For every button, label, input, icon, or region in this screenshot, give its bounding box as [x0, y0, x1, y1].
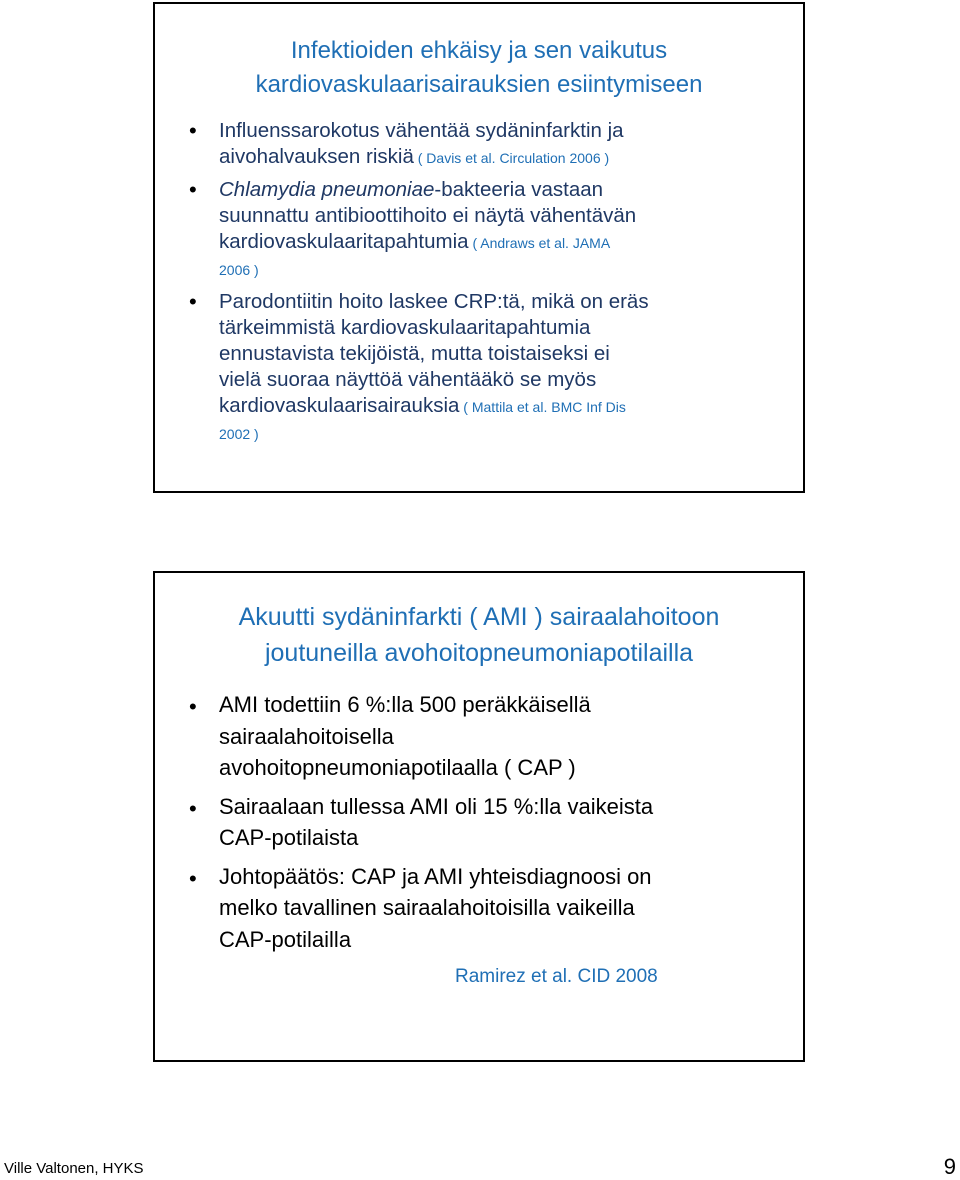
bullet-text-line: kardiovaskulaaritapahtumia — [219, 230, 469, 253]
bullet-text-line: CAP-potilaista — [219, 825, 359, 850]
bullet-text-line: aivohalvauksen riskiä — [219, 145, 414, 168]
bullet-dot-icon: • — [189, 795, 197, 821]
list-item — [155, 289, 765, 447]
bullet-dot-icon: • — [189, 118, 197, 143]
bullet-text-line: Parodontiitin hoito laskee CRP:tä, mikä on eräs — [219, 290, 649, 313]
bullet-text-line: Johtopäätös: CAP ja AMI yhteisdiagnoosi on — [219, 863, 652, 889]
list-item — [155, 791, 775, 854]
bullet-text-line: AMI todettiin 6 %:lla 500 peräkkäisellä — [219, 692, 591, 717]
bullet-text-line: suunnattu antibioottihoito ei näytä vähentävän — [219, 204, 637, 227]
bullet-dot-icon: • — [189, 865, 197, 891]
bullet-italic-term: Chlamydia pneumoniae — [219, 178, 435, 201]
list-item — [155, 177, 765, 283]
bullet-text-line: ennustavista tekijöistä, mutta toistaiseksi ei — [219, 342, 610, 365]
reference-continued: 2002 ) — [219, 426, 259, 442]
bullet-list — [155, 118, 765, 453]
slide-ami-cap — [153, 571, 805, 1062]
reference: ( Andraws et al. JAMA — [468, 235, 611, 251]
list-item — [155, 689, 775, 784]
reference: ( Mattila et al. BMC Inf Dis — [459, 399, 626, 415]
slide-title — [155, 34, 803, 102]
list-item — [155, 861, 775, 956]
citation: Ramirez et al. CID 2008 — [455, 966, 658, 987]
bullet-dot-icon: • — [189, 289, 197, 314]
bullet-text-line: kardiovaskulaarisairauksia — [219, 394, 460, 417]
slide-title-line-1: Akuutti sydäninfarkti ( AMI ) sairaalahoitoon — [238, 603, 720, 631]
bullet-list — [155, 689, 775, 962]
bullet-text-line: melko tavallinen sairaalahoitoisilla vaikeilla — [219, 895, 635, 920]
bullet-dot-icon: • — [189, 694, 197, 719]
reference-continued: 2006 ) — [219, 262, 259, 278]
bullet-text-line: CAP-potilailla — [219, 926, 352, 952]
bullet-text-line: avohoitopneumoniapotilaalla ( CAP ) — [219, 755, 576, 780]
bullet-text-line: sairaalahoitoisella — [219, 723, 394, 749]
list-item — [155, 118, 765, 171]
footer-author: Ville Valtonen, HYKS — [4, 1160, 144, 1177]
page-number: 9 — [943, 1154, 956, 1179]
bullet-text-line: tärkeimmistä kardiovaskulaaritapahtumia — [219, 316, 591, 339]
bullet-text-line: Sairaalaan tullessa AMI oli 15 %:lla vaikeista — [219, 793, 654, 819]
bullet-dot-icon: • — [189, 177, 197, 202]
slide-title-line-2: joutuneilla avohoitopneumoniapotilailla — [264, 639, 694, 667]
slide-title-line-1: Infektioiden ehkäisy ja sen vaikutus — [290, 37, 668, 64]
reference: ( Davis et al. Circulation 2006 ) — [413, 150, 610, 166]
bullet-text-line: vielä suoraa näyttöä vähentääkö se myös — [219, 368, 597, 391]
bullet-text-line: Influenssarokotus vähentää sydäninfarktin ja — [219, 119, 624, 142]
slide-title — [155, 599, 803, 671]
slide-infection-prevention — [153, 2, 805, 493]
slide-title-line-2: kardiovaskulaarisairauksien esiintymiseen — [255, 71, 703, 98]
bullet-text-line: -bakteeria vastaan — [434, 178, 604, 201]
